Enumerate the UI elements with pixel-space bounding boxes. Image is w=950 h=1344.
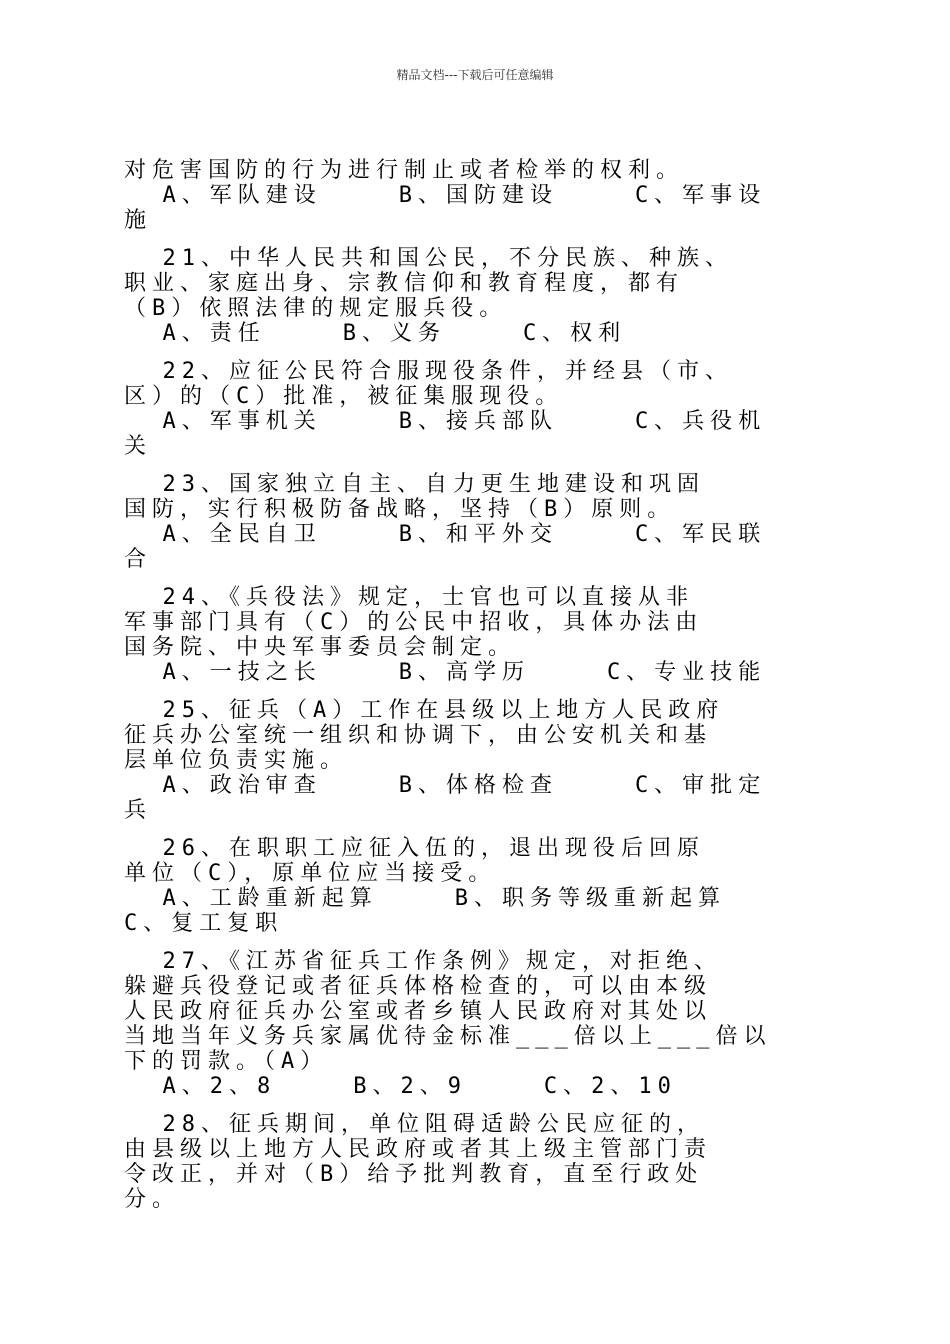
text-line: 躲避兵役登记或者征兵体格检查的，可以由本级 xyxy=(124,974,713,999)
text-line: A、政治审查 B、体格检查 C、审批定 xyxy=(124,773,767,798)
question-block-27 xyxy=(124,949,846,1099)
text-line: 分。 xyxy=(124,1187,181,1212)
text-line: 区）的（C）批准，被征集服现役。 xyxy=(124,384,564,409)
text-line: 27、《江苏省征兵工作条例》规定，对拒绝、 xyxy=(124,949,722,974)
text-line: A、全民自卫 B、和平外交 C、军民联 xyxy=(124,522,767,547)
text-line: 关 xyxy=(124,434,153,459)
text-line: 21、中华人民共和国公民，不分民族、种族、 xyxy=(124,246,733,271)
text-line: 征兵办公室统一组织和协调下，由公安机关和基 xyxy=(124,723,713,748)
page-header: 精品文档---下载后可任意编辑 xyxy=(396,68,554,82)
text-line: 25、征兵（A）工作在县级以上地方人民政府 xyxy=(124,698,725,723)
text-line: A、2、8 B、2、9 C、2、10 xyxy=(124,1074,677,1099)
text-line: A、一技之长 B、高学历 C、专业技能 xyxy=(124,660,767,685)
text-line: 由县级以上地方人民政府或者其上级主管部门责 xyxy=(124,1137,713,1162)
text-line: 层单位负责实施。 xyxy=(124,748,349,773)
text-line: 26、在职职工应征入伍的，退出现役后回原 xyxy=(124,836,705,861)
text-line: A、军队建设 B、国防建设 C、军事设 xyxy=(124,183,767,208)
text-line: 下的罚款。（A） xyxy=(124,1049,329,1074)
text-line: （B）依照法律的规定服兵役。 xyxy=(124,296,508,321)
text-line: 国防，实行积极防备战略，坚持（B）原则。 xyxy=(124,497,676,522)
text-line: 28、征兵期间，单位阻碍适龄公民应征的， xyxy=(124,1112,705,1137)
question-block-23 xyxy=(124,472,846,572)
text-line: 令改正，并对（B）给予批判教育，直至行政处 xyxy=(124,1162,704,1187)
text-line: 合 xyxy=(124,547,153,572)
question-block-28 xyxy=(124,1112,846,1212)
question-block xyxy=(124,158,846,233)
text-line: 职业、家庭出身、宗教信仰和教育程度，都有 xyxy=(124,271,685,296)
question-block-21 xyxy=(124,246,846,346)
question-block-22 xyxy=(124,359,846,459)
question-block-25 xyxy=(124,698,846,823)
text-line: A、军事机关 B、接兵部队 C、兵役机 xyxy=(124,409,767,434)
question-block-26 xyxy=(124,836,846,936)
text-line: 单位（C），原单位应当接受。 xyxy=(124,861,497,886)
text-line: 对危害国防的行为进行制止或者检举的权利。 xyxy=(124,158,685,183)
text-line: 23、国家独立自主、自力更生地建设和巩固 xyxy=(124,472,705,497)
text-line: 军事部门具有（C）的公民中招收，具体办法由 xyxy=(124,610,704,635)
text-line: A、工龄重新起算 B、职务等级重新起算 xyxy=(124,886,726,911)
text-line: 当地当年义务兵家属优待金标准___倍以上___倍以 xyxy=(124,1024,772,1049)
text-line: 国务院、中央军事委员会制定。 xyxy=(124,635,517,660)
text-line: C、复工复职 xyxy=(124,911,284,936)
question-block-24 xyxy=(124,585,846,685)
text-line: 兵 xyxy=(124,798,153,823)
text-line: 施 xyxy=(124,208,153,233)
text-line: 人民政府征兵办公室或者乡镇人民政府对其处以 xyxy=(124,999,713,1024)
text-line: 24、《兵役法》规定，士官也可以直接从非 xyxy=(124,585,694,610)
document-body xyxy=(124,158,846,1212)
text-line: 22、应征公民符合服现役条件，并经县（市、 xyxy=(124,359,733,384)
text-line: A、责任 B、义务 C、权利 xyxy=(124,321,627,346)
